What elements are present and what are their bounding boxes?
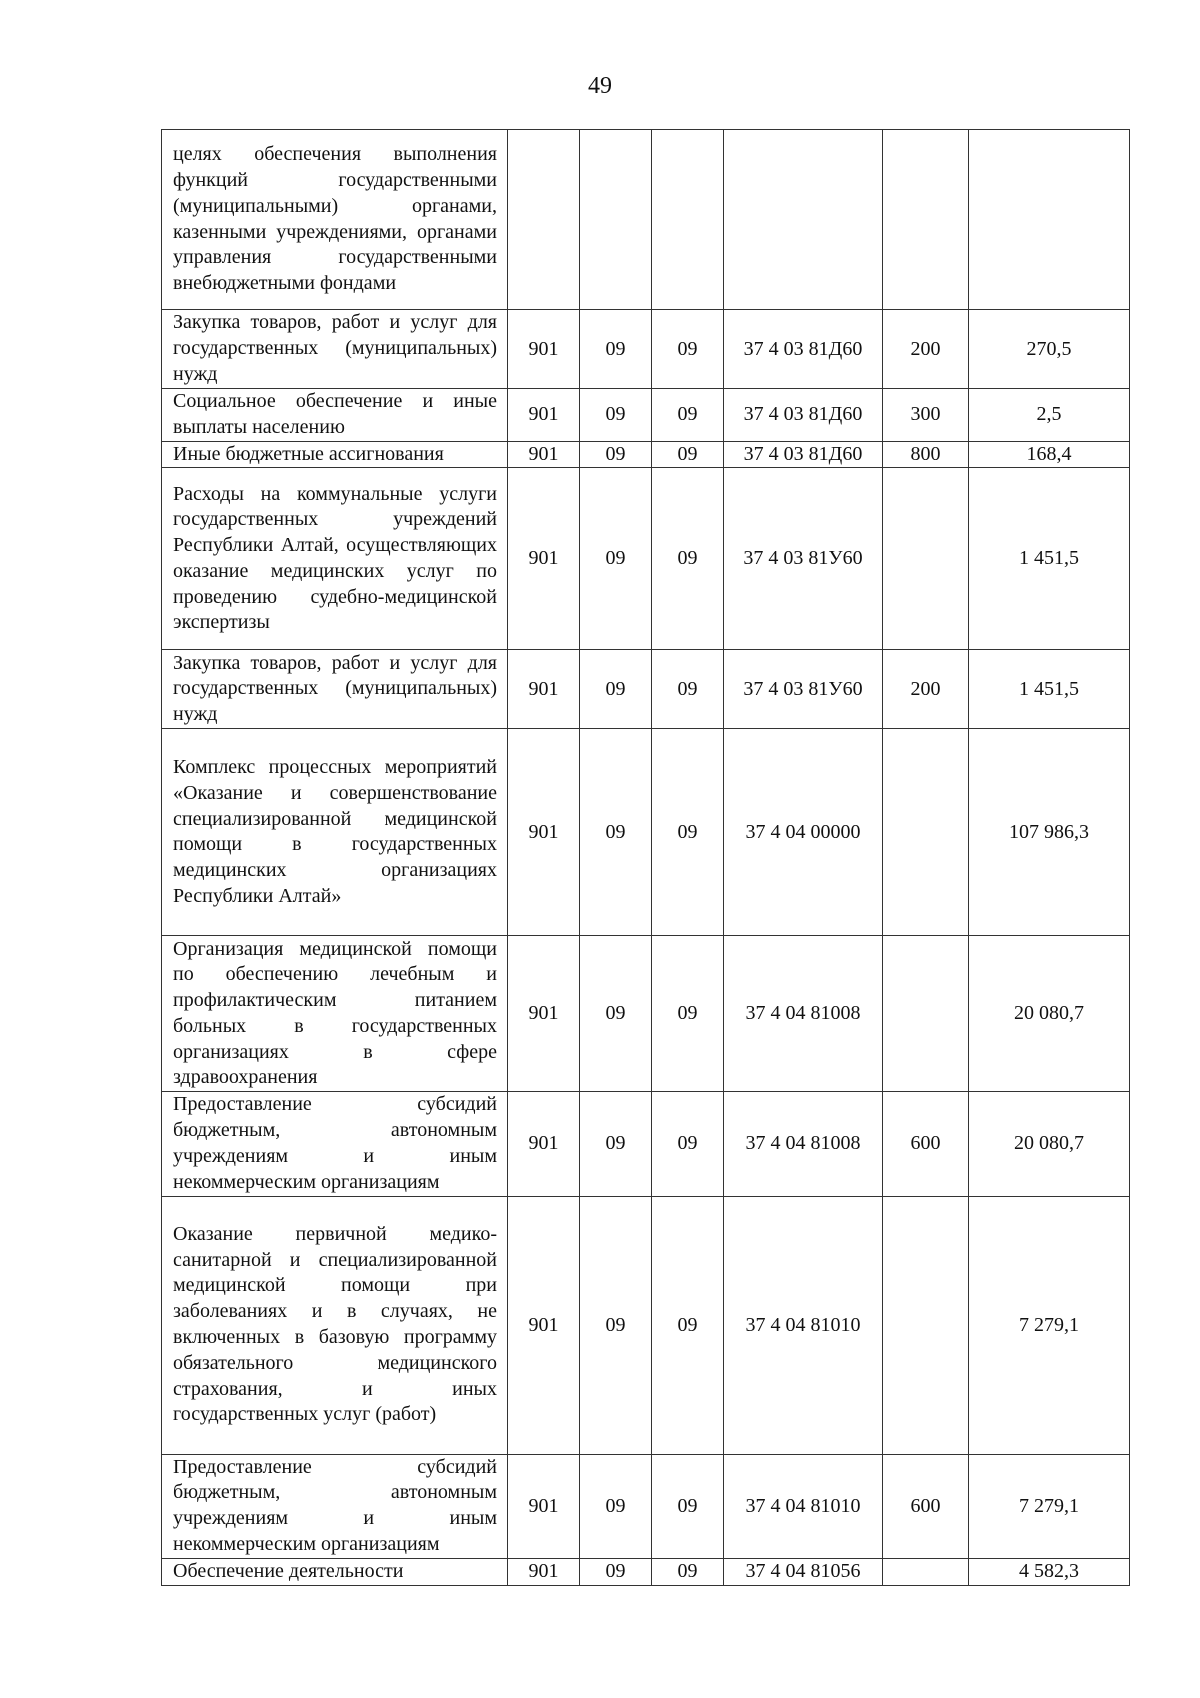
table-row: [162, 1196, 1130, 1454]
ministry-code: 901: [508, 1558, 580, 1585]
row-name: Обеспечение деятельности: [162, 1558, 508, 1585]
target-article-code: 37 4 04 00000: [724, 729, 883, 936]
expense-type-code: 600: [883, 1092, 969, 1196]
subsection-code: 09: [652, 310, 724, 389]
table-row: [162, 1558, 1130, 1585]
amount: 20 080,7: [969, 936, 1130, 1092]
page-number: 49: [588, 73, 612, 99]
expense-type-code: [883, 1558, 969, 1585]
section-code: 09: [580, 441, 652, 468]
amount: 1 451,5: [969, 468, 1130, 650]
amount: [969, 130, 1130, 310]
table-row: [162, 441, 1130, 468]
table-row: [162, 130, 1130, 310]
table-row: [162, 729, 1130, 936]
ministry-code: 901: [508, 389, 580, 442]
section-code: 09: [580, 936, 652, 1092]
section-code: [580, 130, 652, 310]
table-row: [162, 936, 1130, 1092]
ministry-code: 901: [508, 650, 580, 729]
expense-type-code: [883, 1196, 969, 1454]
subsection-code: 09: [652, 650, 724, 729]
amount: 7 279,1: [969, 1196, 1130, 1454]
subsection-code: [652, 130, 724, 310]
row-name: целях обеспечения выполнения функций государственными (муниципальными) органами, казенными учреждениями, органами управления государственными внебюджетными фондами: [162, 130, 508, 310]
budget-table: [161, 129, 1130, 1586]
ministry-code: 901: [508, 1196, 580, 1454]
amount: 2,5: [969, 389, 1130, 442]
section-code: 09: [580, 1092, 652, 1196]
ministry-code: 901: [508, 1454, 580, 1558]
subsection-code: 09: [652, 1196, 724, 1454]
target-article-code: 37 4 04 81010: [724, 1454, 883, 1558]
expense-type-code: 600: [883, 1454, 969, 1558]
row-name: Иные бюджетные ассигнования: [162, 441, 508, 468]
table-row: [162, 1092, 1130, 1196]
section-code: 09: [580, 468, 652, 650]
ministry-code: 901: [508, 936, 580, 1092]
target-article-code: 37 4 03 81Д60: [724, 310, 883, 389]
table-row: [162, 650, 1130, 729]
target-article-code: 37 4 03 81Д60: [724, 389, 883, 442]
amount: 270,5: [969, 310, 1130, 389]
row-name: Закупка товаров, работ и услуг для государственных (муниципальных) нужд: [162, 650, 508, 729]
row-name: Предоставление субсидий бюджетным, автономным учреждениям и иным некоммерческим организациям: [162, 1454, 508, 1558]
section-code: 09: [580, 1196, 652, 1454]
target-article-code: [724, 130, 883, 310]
section-code: 09: [580, 1558, 652, 1585]
table-row: [162, 389, 1130, 442]
table-row: [162, 468, 1130, 650]
row-name: Закупка товаров, работ и услуг для государственных (муниципальных) нужд: [162, 310, 508, 389]
section-code: 09: [580, 1454, 652, 1558]
expense-type-code: 800: [883, 441, 969, 468]
amount: 4 582,3: [969, 1558, 1130, 1585]
amount: 1 451,5: [969, 650, 1130, 729]
row-name: Организация медицинской помощи по обеспечению лечебным и профилактическим питанием больных в государственных организациях в сфере здравоохранения: [162, 936, 508, 1092]
subsection-code: 09: [652, 1558, 724, 1585]
expense-type-code: [883, 130, 969, 310]
row-name: Расходы на коммунальные услуги государственных учреждений Республики Алтай, осуществляющих оказание медицинских услуг по проведению судебно-медицинской экспертизы: [162, 468, 508, 650]
ministry-code: 901: [508, 1092, 580, 1196]
section-code: 09: [580, 729, 652, 936]
row-name: Предоставление субсидий бюджетным, автономным учреждениям и иным некоммерческим организациям: [162, 1092, 508, 1196]
subsection-code: 09: [652, 1092, 724, 1196]
section-code: 09: [580, 650, 652, 729]
subsection-code: 09: [652, 468, 724, 650]
section-code: 09: [580, 389, 652, 442]
expense-type-code: [883, 729, 969, 936]
subsection-code: 09: [652, 1454, 724, 1558]
target-article-code: 37 4 04 81056: [724, 1558, 883, 1585]
expense-type-code: [883, 468, 969, 650]
amount: 7 279,1: [969, 1454, 1130, 1558]
ministry-code: [508, 130, 580, 310]
amount: 20 080,7: [969, 1092, 1130, 1196]
target-article-code: 37 4 03 81У60: [724, 468, 883, 650]
row-name: Социальное обеспечение и иные выплаты населению: [162, 389, 508, 442]
target-article-code: 37 4 04 81010: [724, 1196, 883, 1454]
row-name: Оказание первичной медико-санитарной и специализированной медицинской помощи при заболеваниях и в случаях, не включенных в базовую программу обязательного медицинского страхования, и иных государственных услуг (работ): [162, 1196, 508, 1454]
ministry-code: 901: [508, 441, 580, 468]
target-article-code: 37 4 03 81Д60: [724, 441, 883, 468]
subsection-code: 09: [652, 729, 724, 936]
subsection-code: 09: [652, 936, 724, 1092]
target-article-code: 37 4 04 81008: [724, 1092, 883, 1196]
amount: 107 986,3: [969, 729, 1130, 936]
section-code: 09: [580, 310, 652, 389]
target-article-code: 37 4 03 81У60: [724, 650, 883, 729]
subsection-code: 09: [652, 441, 724, 468]
subsection-code: 09: [652, 389, 724, 442]
ministry-code: 901: [508, 310, 580, 389]
ministry-code: 901: [508, 468, 580, 650]
target-article-code: 37 4 04 81008: [724, 936, 883, 1092]
row-name: Комплекс процессных мероприятий «Оказание и совершенствование специализированной медицинской помощи в государственных медицинских организациях Республики Алтай»: [162, 729, 508, 936]
expense-type-code: 200: [883, 650, 969, 729]
expense-type-code: 300: [883, 389, 969, 442]
amount: 168,4: [969, 441, 1130, 468]
table-row: [162, 310, 1130, 389]
table-row: [162, 1454, 1130, 1558]
ministry-code: 901: [508, 729, 580, 936]
expense-type-code: [883, 936, 969, 1092]
expense-type-code: 200: [883, 310, 969, 389]
